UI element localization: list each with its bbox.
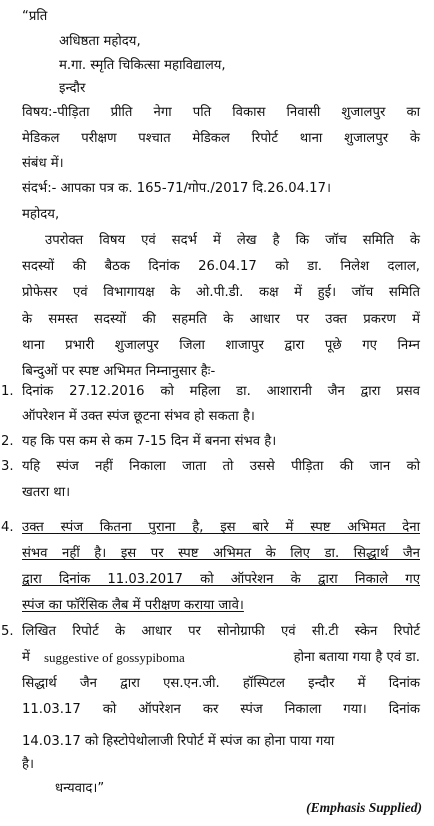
point-number: 4.	[1, 520, 14, 535]
point-line: सिद्धार्थ जैन द्वारा एस.एन.जी. हॉस्पिटल इन्दौर में दिनांक	[22, 676, 420, 691]
point-line: है।	[22, 757, 35, 772]
point-line-underlined: उक्त स्पंज कितना पुराना है, इस बारे में स्पष्ट अभिमत देना	[22, 520, 420, 535]
point-line-underlined: संभव नहीं है। इस पर स्पष्ट अभिमत के लिए डा. सिद्धार्थ जैन	[22, 546, 420, 561]
subject-line: विषय:-पीड़िता प्रीति नेगा पति विकास निवासी शुजालपुर का	[22, 105, 420, 120]
emphasis-note: (Emphasis Supplied)	[306, 800, 422, 815]
subject-line: मेडिकल परीक्षण पश्चात मेडिकल रिपोर्ट थाना शुजालपुर के	[22, 131, 420, 146]
point-number: 1.	[1, 384, 14, 399]
point-line: खतरा था।	[22, 485, 71, 500]
body-line: सदस्यों की बैठक दिनांक 26.04.17 को डा. निलेश दलाल,	[22, 259, 420, 274]
subject-line: संबंध में।	[22, 156, 64, 171]
body-line: थाना प्रभारी शुजालपुर जिला शाजापुर द्वारा पूछे गए निम्न	[22, 338, 420, 353]
point-line: 14.03.17 को हिस्टोपेथोलाजी रिपोर्ट में स्पंज का होना पाया गया	[22, 734, 335, 749]
point-line: ऑपरेशन में उक्त स्पंज छूटना संभव हो सकता है।	[22, 409, 255, 424]
point-number: 3.	[1, 459, 14, 474]
point-line-underlined: स्पंज का फॉरेंसिक लैब में परीक्षण कराया जावे।	[22, 598, 244, 613]
point-line-underlined: द्वारा दिनांक 11.03.2017 को ऑपरेशन के द्वारा निकाले गए	[22, 572, 420, 587]
body-line: के समस्त सदस्यों की सहमति के आधार पर उक्त प्रकरण में	[22, 312, 420, 327]
point-line: 11.03.17 को ऑपरेशन कर स्पंज निकाला गया। दिनांक	[22, 702, 420, 717]
point-line-latin: suggestive of gossypiboma	[44, 650, 185, 665]
point-line: यह कि पस कम से कम 7-15 दिन में बनना संभव है।	[22, 434, 277, 449]
point-line: में	[22, 650, 30, 665]
greeting: महोदय,	[22, 207, 60, 222]
point-number: 2.	[1, 434, 14, 449]
body-line: बिन्दुओं पर स्पष्ट अभिमत निम्नानुसार हैः-	[22, 364, 216, 379]
point-line: दिनांक 27.12.2016 को महिला डा. आशारानी जैन द्वारा प्रसव	[22, 384, 420, 399]
addressee-line: इन्दौर	[59, 81, 86, 96]
reference-line: संदर्भ:- आपका पत्र क. 165-71/गोप./2017 दि.26.04.17।	[22, 181, 331, 196]
closing: धन्यवाद।”	[55, 781, 105, 796]
addressee-line: अधिष्ठता महोदय,	[59, 34, 141, 49]
salutation-to: “प्रति	[22, 9, 48, 24]
addressee-line: म.गा. स्मृति चिकित्सा महाविद्यालय,	[59, 58, 226, 73]
point-line: होना बताया गया है एवं डा.	[293, 650, 420, 665]
body-line: प्रोफेसर एवं विभागायक्ष के ओ.पी.डी. कक्ष में हुई। जॉच समिति	[22, 285, 420, 300]
point-line: यहि स्पंज नहीं निकाला जाता तो उससे पीड़िता की जान को	[22, 459, 420, 474]
body-line: उपरोक्त विषय एवं सदर्भ में लेख है कि जॉच समिति के	[45, 233, 420, 248]
point-line: लिखित रिपोर्ट के आधार पर सोनोग्राफी एवं सी.टी स्केन रिपोर्ट	[22, 624, 420, 639]
point-number: 5.	[1, 624, 14, 639]
